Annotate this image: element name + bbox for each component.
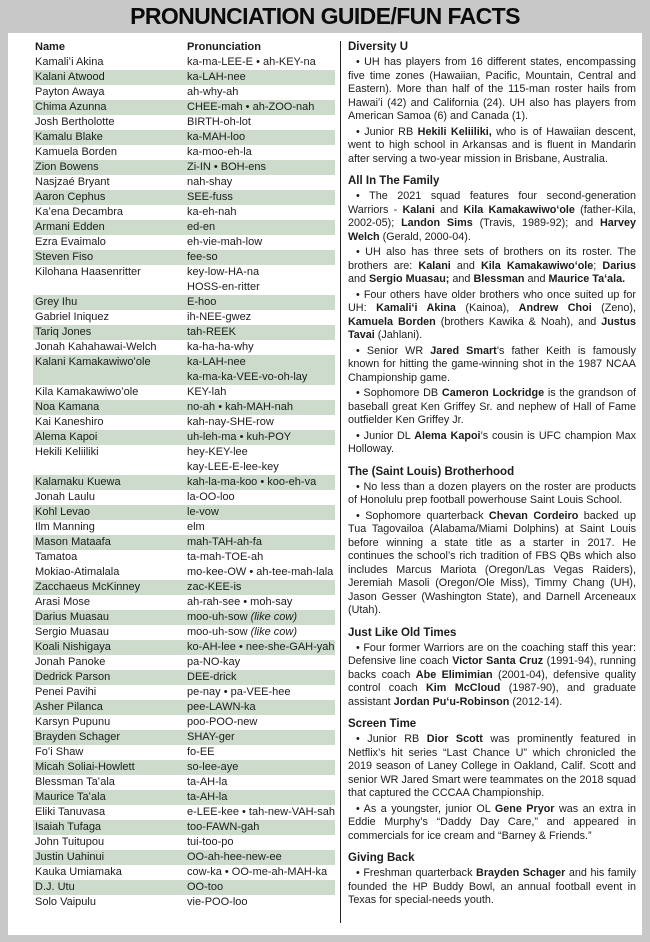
table-row (33, 610, 335, 625)
player-name: Dedrick Parson (35, 671, 111, 683)
fact-paragraph: • The 2021 squad features four second-generation Warriors - Kalani and Kila Kamakawiwoʻole (father-Kila, 2002-05); Landon Sims (Travis, 1989-92); and Harvey Welch (Gerald, 2000-04). (348, 190, 636, 243)
fact-paragraph: • UH also has three sets of brothers on its roster. The brothers are: Kalani and Kila Kamakawiwoʻole; Darius and Sergio Muasau; and Blessman and Maurice Taʻala. (348, 246, 636, 285)
pronunciation-text: ed-en (187, 221, 216, 233)
player-name: Eliki Tanuvasa (35, 806, 106, 818)
player-name: Kauka Umiamaka (35, 866, 122, 878)
player-name: Hekili Keliiliki (35, 446, 99, 458)
player-name: Kalamaku Kuewa (35, 476, 121, 488)
player-name: Kilohana Haasenritter (35, 266, 141, 278)
player-name: Kalani Atwood (35, 71, 105, 83)
pronunciation-text: la-OO-loo (187, 491, 235, 503)
pronunciation-text: eh-vie-mah-low (187, 236, 263, 248)
fact-paragraph: • Junior RB Hekili Keliiliki, who is of Hawaiian descent, went to high school in Arkansas and is fluent in Mandarin after serving a two-year mission in Brisbane, Australia. (348, 125, 636, 165)
pronunciation-text: key-low-HA-na HOSS-en-ritter (187, 266, 260, 293)
table-row (33, 295, 335, 310)
fact-paragraph: • Freshman quarterback Brayden Schager and his family founded the HP Buddy Bowl, an annual football event in Texas for special-needs youth. (348, 867, 636, 906)
pronunciation-text: cow-ka • OO-me-ah-MAH-ka (187, 866, 328, 878)
table-row (33, 895, 335, 910)
player-name: John Tuitupou (35, 836, 105, 848)
table-row (33, 325, 335, 340)
player-name: Tariq Jones (35, 326, 92, 338)
table-row (33, 775, 335, 790)
pronunciation-text: ka-ha-ha-why (187, 341, 254, 353)
pronunciation-text: SEE-fuss (187, 191, 233, 203)
player-name: Kalani Kamakawiwoʻole (35, 356, 151, 368)
pronunciation-text: ih-NEE-gwez (187, 311, 252, 323)
pronunciation-text: pee-LAWN-ka (187, 701, 256, 713)
table-row (33, 190, 335, 205)
section-title: Just Like Old Times (348, 626, 457, 639)
content-panel (8, 33, 642, 935)
table-row (33, 400, 335, 415)
pronunciation-text: no-ah • kah-MAH-nah (187, 401, 293, 413)
table-row (33, 535, 335, 550)
player-name: Zacchaeus McKinney (35, 581, 141, 593)
pronunciation-text: ka-moo-eh-la (187, 146, 252, 158)
table-row (33, 235, 335, 250)
pronunciation-text: pa-NO-kay (187, 656, 241, 668)
player-name: Tamatoa Mokiao-Atimalala (35, 551, 120, 578)
player-name: Jonah Laulu (35, 491, 95, 503)
table-row (33, 880, 335, 895)
player-name: Maurice Taʻala (35, 791, 106, 803)
pronunciation-text: BIRTH-oh-lot (187, 116, 251, 128)
table-row (33, 820, 335, 835)
fact-paragraph: • Sophomore quarterback Chevan Cordeiro backed up Tua Tagovailoa (Alabama/Miami Dolphins) at Saint Louis before winning a state title as a starter in 2017. He continues the school’s rich tradition of FBS QBs which also includes Marcus Mariota (Oregon/Las Vegas Raiders), Jeremiah Masoli (Oregon/Ole Miss), Timmy Chang (UH), Jason Gesser (Washington State), and Darnell Arceneaux (Utah). (348, 509, 636, 616)
table-row (33, 640, 335, 655)
player-name: Sergio Muasau (35, 626, 109, 638)
table-row (33, 145, 335, 160)
fact-paragraph: • Four former Warriors are on the coaching staff this year: Defensive line coach Victor Santa Cruz (1991-94), running backs coach Abe Elimimian (2001-04), defensive quality control coach Kim McCloud (1987-90), and graduate assistant Jordan Puʻu-Robinson (2012-14). (348, 641, 637, 708)
table-row (33, 835, 335, 850)
pronunciation-text: ka-LAH-nee ka-ma-ka-VEE-vo-oh-lay (187, 356, 308, 383)
player-name: Alema Kapoi (35, 431, 98, 443)
table-row (33, 130, 335, 145)
table-row (33, 490, 335, 505)
player-name: Brayden Schager (35, 731, 120, 743)
player-name: Kila Kamakawiwoʻole (35, 386, 139, 398)
table-row (33, 625, 335, 640)
table-row (33, 100, 335, 115)
table-row (33, 670, 335, 685)
player-name: Grey Ihu (35, 296, 78, 308)
player-name: Chima Azunna (35, 101, 107, 113)
pronunciation-table-body (33, 55, 335, 910)
pronunciation-text: elm (187, 521, 205, 533)
player-name: Jonah Panoke (35, 656, 106, 668)
pronunciation-text: ah-rah-see • moh-say (187, 596, 293, 608)
fact-paragraph: • Sophomore DB Cameron Lockridge is the grandson of baseball great Ken Griffey Sr. and nephew of Hall of Fame outfielder Ken Griffey Jr. (348, 387, 636, 426)
pronunciation-text: nah-shay (187, 176, 233, 188)
player-name: Kohl Levao (35, 506, 91, 518)
player-name: Asher Pilanca (35, 701, 103, 713)
pronunciation-text: moo-uh-sow (like cow) (187, 626, 298, 638)
player-name: Jonah Kahahawai-Welch (35, 341, 157, 353)
pronunciation-text: OO-ah-hee-new-ee (187, 851, 282, 863)
player-name: Kai Kaneshiro (35, 416, 104, 428)
player-name: D.J. Utu (35, 881, 75, 893)
pronunciation-text: too-FAWN-gah (187, 821, 260, 833)
pronunciation-text: E-hoo (187, 296, 217, 308)
column-divider (340, 41, 341, 923)
table-row (33, 730, 335, 745)
table-row (33, 715, 335, 730)
section-title: Giving Back (348, 852, 415, 864)
pronunciation-text: CHEE-mah • ah-ZOO-nah (187, 101, 315, 113)
player-name: Zion Bowens (35, 161, 99, 173)
table-row (33, 205, 335, 220)
player-name: Blessman Taʻala (35, 776, 115, 788)
table-row (33, 475, 335, 490)
table-row (33, 310, 335, 325)
pronunciation-text: OO-too (187, 881, 224, 893)
table-row (33, 685, 335, 700)
pronunciation-text: vie-POO-loo (187, 896, 248, 908)
pronunciation-text: DEE-drick (187, 671, 237, 683)
fact-paragraph: • Junior RB Dior Scott was prominently featured in Netflix’s hit series “Last Chance U” which chronicled the 2019 season of Laney College in Oakland, Calif. Scott and senior WR Jared Smart were teammates on the 2018 squad that captured the CCCAA Championship. (348, 733, 636, 799)
pronunciation-text: moo-uh-sow (like cow) (187, 611, 298, 623)
pronunciation-text: kah-la-ma-koo • koo-eh-va (187, 476, 317, 488)
pronunciation-text: KEY-lah (187, 386, 227, 398)
table-row (33, 220, 335, 235)
player-name: Nasjzaé Bryant (35, 176, 110, 188)
table-row (33, 160, 335, 175)
table-row (33, 850, 335, 865)
pronunciation-text: pe-nay • pa-VEE-hee (187, 686, 291, 698)
player-name: Justin Uahinui (35, 851, 105, 863)
pronunciation-text: ka-ma-LEE-E • ah-KEY-na (187, 56, 316, 68)
player-name: Foʻi Shaw (35, 746, 84, 758)
player-name: Noa Kamana (35, 401, 100, 413)
table-header-row (33, 40, 335, 55)
table-row (33, 790, 335, 805)
player-name: Kamaliʻi Akina (35, 56, 104, 68)
table-row (33, 505, 335, 520)
pronunciation-text: fee-so (187, 251, 218, 263)
fact-paragraph: • Junior DL Alema Kapoi’s cousin is UFC champion Max Holloway. (348, 429, 636, 455)
table-row (33, 175, 335, 190)
table-row (33, 700, 335, 715)
table-row (33, 70, 335, 85)
table-row (33, 865, 335, 880)
pronunciation-text: so-lee-aye (187, 761, 239, 773)
section-title: Diversity U (348, 41, 409, 53)
fact-paragraph: • No less than a dozen players on the roster are products of Honolulu prep football powerhouse Saint Louis School. (348, 480, 636, 506)
player-name: Ilm Manning (35, 521, 95, 533)
table-row (33, 385, 335, 400)
table-row (33, 445, 335, 475)
player-name: Josh Bertholotte (35, 116, 115, 128)
table-row (33, 745, 335, 760)
pronunciation-text: kah-nay-SHE-row (187, 416, 274, 428)
pronunciation-text: zac-KEE-is (187, 581, 242, 593)
player-name: Kaʻena Decambra (35, 206, 124, 218)
table-row (33, 595, 335, 610)
table-row (33, 430, 335, 445)
facts-column (348, 40, 636, 910)
table-row (33, 520, 335, 535)
fact-paragraph: • Four others have older brothers who once suited up for UH: Kamaliʻi Akina (Kainoa), Andrew Choi (Zeno), Kamuela Borden (brothers Kawika & Noah), and Justus Tavai (Jahlani). (348, 288, 636, 341)
player-name: Kamalu Blake (35, 131, 103, 143)
pronunciation-text: Zi-IN • BOH-ens (187, 161, 267, 173)
player-name: Ezra Evaimalo (35, 236, 106, 248)
section-title: All In The Family (348, 175, 440, 187)
player-name: Darius Muasau (35, 611, 109, 623)
pronunciation-text: SHAY-ger (187, 731, 235, 743)
fact-paragraph: • As a youngster, junior OL Gene Pryor was an extra in Eddie Murphy’s “Daddy Day Care,” and appeared in commercials for ice cream and “Barney & Friends.” (348, 802, 637, 842)
pronunciation-text: ta-AH-la (187, 791, 228, 803)
name-column-header: Name (35, 41, 65, 53)
player-name: Steven Fiso (35, 251, 94, 263)
pronunciation-text: ka-MAH-loo (187, 131, 246, 143)
pronunciation-table (33, 40, 335, 910)
table-row (33, 655, 335, 670)
player-name: Micah Soliai-Howlett (35, 761, 135, 773)
player-name: Kamuela Borden (35, 146, 117, 158)
pronunciation-text: uh-leh-ma • kuh-POY (187, 431, 292, 443)
table-row (33, 265, 335, 295)
table-row (33, 85, 335, 100)
player-name: Isaiah Tufaga (35, 821, 102, 833)
player-name: Koali Nishigaya (35, 641, 111, 653)
pronunciation-text: ta-AH-la (187, 776, 228, 788)
player-name: Solo Vaipulu (35, 896, 96, 908)
pronunciation-column-header: Pronunciation (187, 41, 261, 53)
player-name: Karsyn Pupunu (35, 716, 111, 728)
pronunciation-text: e-LEE-kee • tah-new-VAH-sah (187, 806, 335, 818)
table-row (33, 340, 335, 355)
table-row (33, 550, 335, 580)
table-row (33, 355, 335, 385)
pronunciation-text: ko-AH-lee • nee-she-GAH-yah (187, 641, 335, 653)
pronunciation-text: le-vow (187, 506, 219, 518)
player-name: Mason Mataafa (35, 536, 111, 548)
pronunciation-text: tah-REEK (187, 326, 236, 338)
pronunciation-text: tui-too-po (187, 836, 234, 848)
section-title: The (Saint Louis) Brotherhood (348, 465, 515, 478)
player-name: Arasi Mose (35, 596, 91, 608)
pronunciation-text: fo-EE (187, 746, 215, 758)
pronunciation-text: ka-eh-nah (187, 206, 237, 218)
table-row (33, 250, 335, 265)
table-row (33, 580, 335, 595)
section-title: Screen Time (348, 718, 417, 730)
table-row (33, 415, 335, 430)
table-row (33, 55, 335, 70)
table-row (33, 805, 335, 820)
table-row (33, 115, 335, 130)
player-name: Payton Awaya (35, 86, 105, 98)
pronunciation-text: hey-KEY-lee kay-LEE-E-lee-key (187, 446, 279, 473)
page-title: PRONUNCIATION GUIDE/FUN FACTS (130, 3, 520, 29)
fact-paragraph: • Senior WR Jared Smart’s father Keith is famously known for hitting the game-winning shot in the 1987 NCAA Championship game. (348, 344, 636, 384)
player-name: Aaron Cephus (35, 191, 106, 203)
player-name: Penei Pavihi (35, 686, 97, 698)
player-name: Armani Edden (35, 221, 105, 233)
table-row (33, 760, 335, 775)
pronunciation-text: mah-TAH-ah-fa (187, 536, 262, 548)
fact-paragraph: • UH has players from 16 different states, encompassing five time zones (Hawaiian, Pacific, Mountain, Central and Eastern). More than half of the 115-man roster hails from Hawaiʻi (42) and California (24). UH also has players from American Samoa (6) and Canada (1). (348, 56, 636, 122)
pronunciation-text: poo-POO-new (187, 716, 258, 728)
pronunciation-text: ka-LAH-nee (187, 71, 246, 83)
pronunciation-text: ah-why-ah (187, 86, 239, 98)
player-name: Gabriel Iniquez (35, 311, 109, 323)
pronunciation-text: ta-mah-TOE-ah mo-kee-OW • ah-tee-mah-lala (187, 551, 334, 578)
